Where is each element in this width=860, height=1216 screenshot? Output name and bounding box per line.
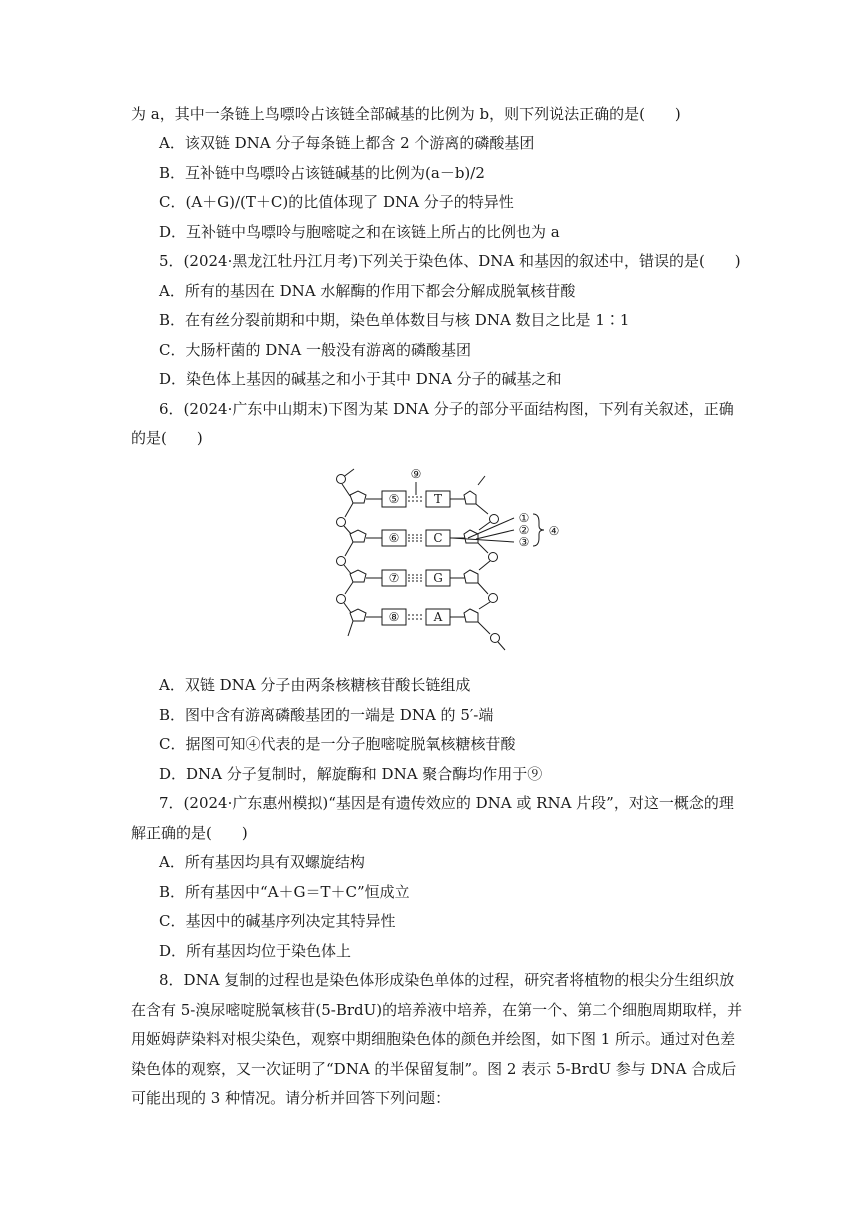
question-8: 8．DNA 复制的过程也是染色体形成染色单体的过程，研究者将植物的根尖分生组织放 — [159, 971, 735, 989]
callout-line-3 — [452, 538, 514, 542]
right-backbone — [464, 476, 505, 650]
deoxyribose-pentagon — [464, 609, 478, 622]
bond-line — [478, 622, 490, 634]
left-backbone — [337, 469, 367, 636]
question-8-cont: 用姬姆萨染料对根尖染色，观察中期细胞染色体的颜色并绘图，如下图 1 所示。通过对色差 — [131, 1030, 736, 1048]
phosphate-circle — [337, 518, 346, 527]
bond-line — [479, 561, 490, 570]
option-c: C．(A＋G)/(T＋C)的比值体现了 DNA 分子的特异性 — [159, 193, 514, 211]
bond-line — [476, 504, 488, 514]
strand-end-line — [478, 476, 485, 485]
deoxyribose-pentagon — [350, 609, 366, 621]
question-5: 5．(2024·黑龙江牡丹江月考)下列关于染色体、DNA 和基因的叙述中，错误的是( ) — [159, 252, 741, 270]
deoxyribose-pentagon — [350, 491, 366, 503]
strand-end-line — [348, 621, 353, 636]
option-d: D．染色体上基因的碱基之和小于其中 DNA 分子的碱基之和 — [159, 370, 562, 388]
question-8-cont: 可能出现的 3 种情况。请分析并回答下列问题： — [131, 1089, 451, 1107]
option-a: A．所有的基因在 DNA 水解酶的作用下都会分解成脱氧核苷酸 — [159, 282, 576, 300]
label-7: ⑦ — [388, 571, 400, 585]
phosphate-circle — [337, 557, 346, 566]
base-pairs — [366, 491, 465, 625]
phosphate-circle — [489, 594, 498, 603]
label-1: ① — [518, 511, 530, 525]
base-a: A — [433, 610, 443, 624]
callout-line-2 — [476, 530, 514, 539]
label-5: ⑤ — [388, 492, 400, 506]
bond-line — [478, 543, 488, 553]
deoxyribose-pentagon — [464, 570, 478, 583]
option-d: D．互补链中鸟嘌呤与胞嘧啶之和在该链上所占的比例也为 a — [159, 223, 560, 241]
question-7: 7．(2024·广东惠州模拟)“基因是有遗传效应的 DNA 或 RNA 片段”，对这一概念的理 — [159, 794, 734, 812]
label-4: ④ — [548, 524, 560, 538]
brace — [533, 514, 544, 546]
label-3: ③ — [518, 535, 530, 549]
dna-structure-diagram — [330, 464, 570, 662]
question-8-cont: 染色体的观察，又一次证明了“DNA 的半保留复制”。图 2 表示 5-BrdU 参与 DNA 合成后 — [131, 1060, 737, 1078]
bond-line — [479, 602, 490, 609]
base-c: C — [433, 531, 443, 545]
option-c: C．据图可知④代表的是一分子胞嘧啶脱氧核糖核苷酸 — [159, 735, 516, 753]
bond-line — [342, 484, 350, 496]
question-6: 6．(2024·广东中山期末)下图为某 DNA 分子的部分平面结构图，下列有关叙述，正确 — [159, 400, 734, 418]
option-b: B．所有基因中“A＋G＝T＋C”恒成立 — [159, 883, 410, 901]
option-c: C．大肠杆菌的 DNA 一般没有游离的磷酸基团 — [159, 341, 471, 359]
base-t: T — [433, 492, 443, 506]
deoxyribose-pentagon — [350, 570, 366, 582]
question-7-cont: 解正确的是( ) — [131, 824, 248, 842]
option-a: A．双链 DNA 分子由两条核糖核苷酸长链组成 — [159, 676, 471, 694]
label-9: ⑨ — [410, 467, 422, 481]
bond-line — [345, 503, 353, 517]
text-line: 为 a，其中一条链上鸟嘌呤占该链全部碱基的比例为 b，则下列说法正确的是( ) — [131, 105, 681, 123]
label-2: ② — [518, 523, 530, 537]
phosphate-circle — [491, 634, 500, 643]
bond-line — [478, 583, 488, 594]
phosphate-circle — [337, 595, 346, 604]
bond-line — [345, 542, 353, 556]
phosphate-circle — [489, 553, 498, 562]
strand-end-line — [498, 642, 505, 650]
option-d: D．DNA 分子复制时，解旋酶和 DNA 聚合酶均作用于⑨ — [159, 765, 543, 783]
question-8-cont: 在含有 5-溴尿嘧啶脱氧核苷(5-BrdU)的培养液中培养，在第一个、第二个细胞周期取样，并 — [131, 1001, 743, 1019]
deoxyribose-pentagon — [350, 530, 366, 542]
question-6-cont: 的是( ) — [131, 429, 203, 447]
label-6: ⑥ — [388, 531, 400, 545]
option-b: B．图中含有游离磷酸基团的一端是 DNA 的 5′-端 — [159, 706, 494, 724]
option-d: D．所有基因均位于染色体上 — [159, 942, 352, 960]
option-a: A．所有基因均具有双螺旋结构 — [159, 853, 365, 871]
option-a: A．该双链 DNA 分子每条链上都含 2 个游离的磷酸基团 — [159, 134, 535, 152]
option-b: B．互补链中鸟嘌呤占该链碱基的比例为(a－b)/2 — [159, 164, 485, 182]
option-c: C．基因中的碱基序列决定其特异性 — [159, 912, 396, 930]
base-g: G — [433, 571, 443, 585]
deoxyribose-pentagon — [464, 491, 476, 504]
option-b: B．在有丝分裂前期和中期，染色单体数目与核 DNA 数目之比是 1∶1 — [159, 311, 630, 329]
phosphate-circle — [490, 515, 499, 524]
bond-line — [345, 582, 353, 594]
label-8: ⑧ — [388, 610, 400, 624]
phosphate-circle — [337, 475, 346, 484]
